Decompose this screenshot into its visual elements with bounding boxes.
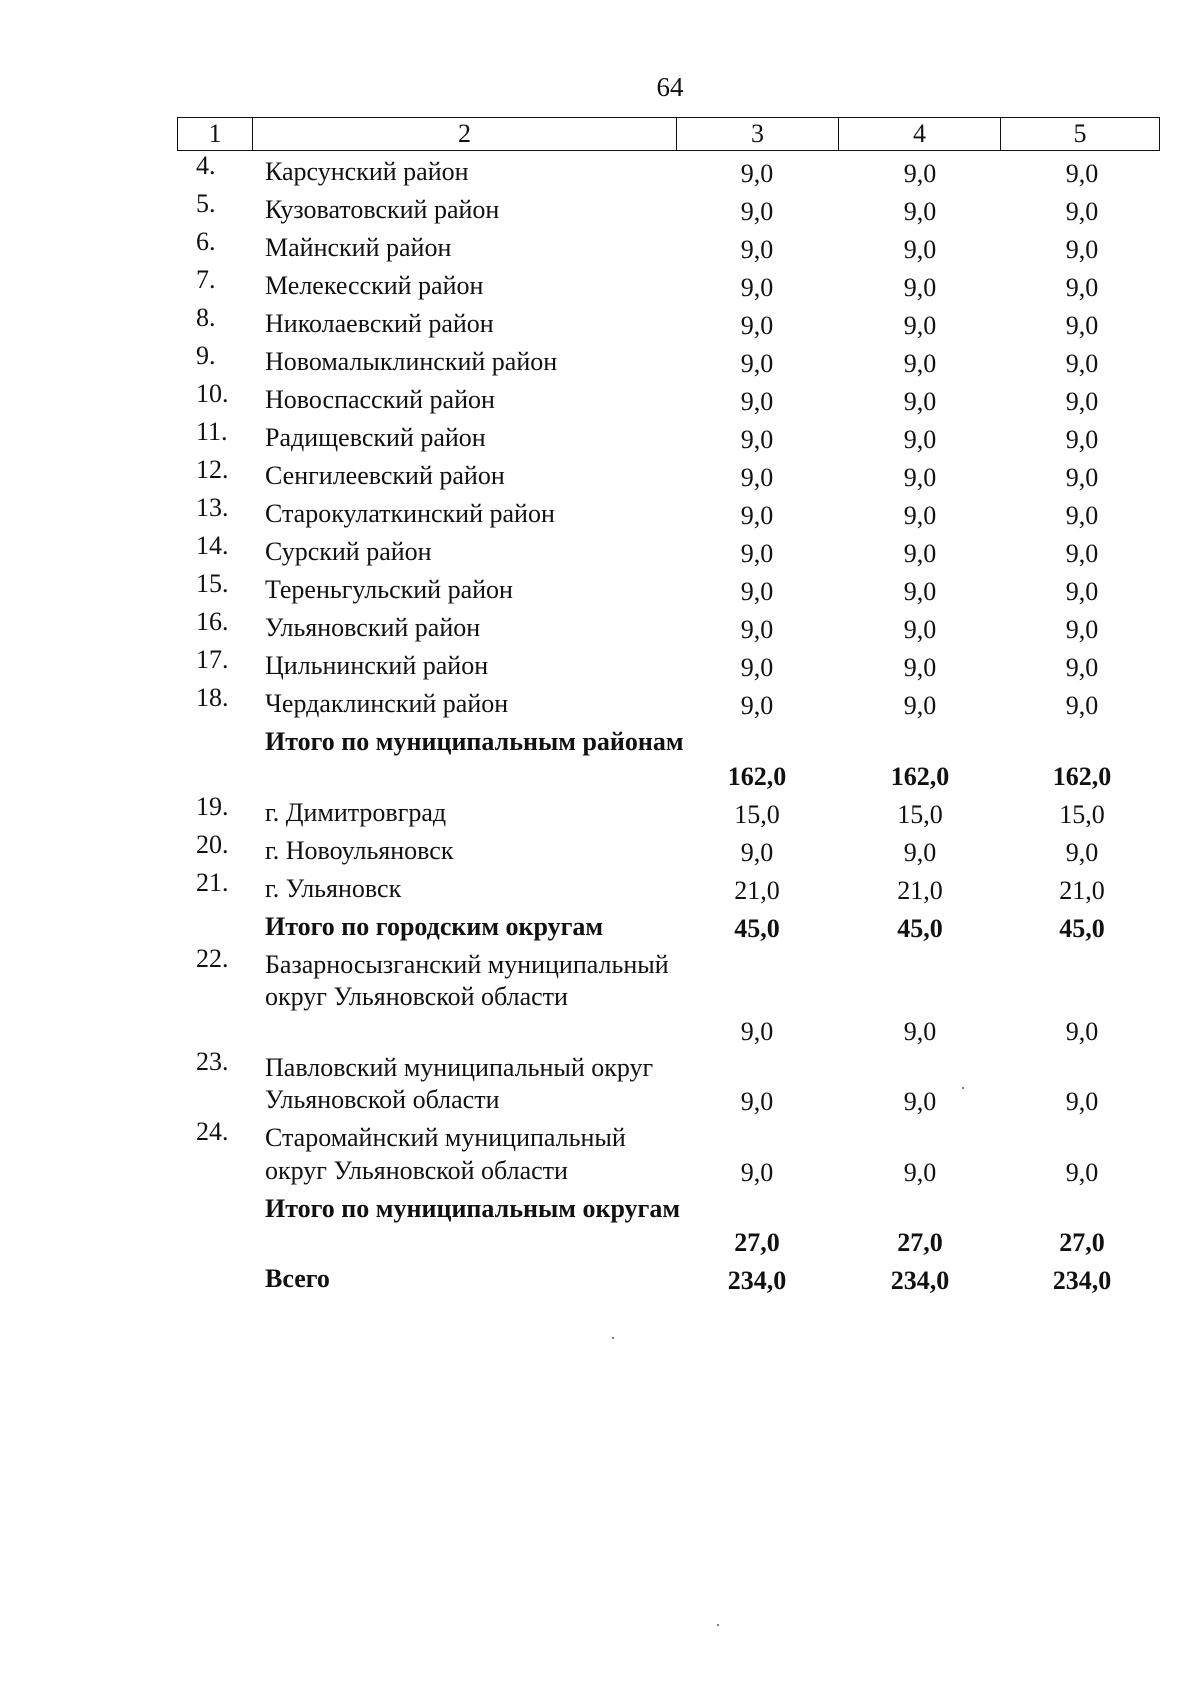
table-row <box>0 341 1200 384</box>
row-number: 13. <box>196 493 229 522</box>
table-row <box>0 265 1200 308</box>
row-value-5: 9,0 <box>1065 1157 1099 1187</box>
row-name: Николаевский район <box>265 309 494 338</box>
row-value-4: 45,0 <box>897 913 943 943</box>
row-value-3: 45,0 <box>734 913 780 943</box>
row-name: Майнский район <box>265 233 452 262</box>
row-value-3: 9,0 <box>740 615 774 644</box>
row-value-5: 9,0 <box>1065 463 1099 492</box>
row-value-4: 9,0 <box>903 539 937 568</box>
row-value-5: 9,0 <box>1065 615 1099 644</box>
row-value-3: 9,0 <box>740 463 774 492</box>
row-name: Цильнинский район <box>265 651 489 680</box>
row-value-3: 21,0 <box>734 875 780 905</box>
row-name: Мелекесский район <box>265 271 484 300</box>
row-number: 21. <box>196 867 229 897</box>
table-row <box>0 189 1200 232</box>
row-name: Итого по муниципальным районам <box>265 727 684 756</box>
row-value-3: 9,0 <box>740 653 774 682</box>
row-value-4: 9,0 <box>903 387 937 416</box>
row-value-3: 162,0 <box>727 761 787 791</box>
table-row <box>0 867 1200 911</box>
table-row <box>0 1046 1200 1123</box>
row-value-5: 9,0 <box>1065 1016 1099 1046</box>
row-name: Сурский район <box>265 537 432 566</box>
row-name: Итого по городским округам <box>265 911 604 941</box>
table-row <box>0 493 1200 536</box>
total-row <box>0 726 1200 797</box>
table-row <box>0 531 1200 574</box>
row-value-3: 9,0 <box>740 311 774 340</box>
table-row <box>0 569 1200 612</box>
scan-speck <box>612 1337 614 1339</box>
row-value-3: 27,0 <box>734 1228 780 1257</box>
row-value-3: 9,0 <box>740 273 774 302</box>
row-value-5: 9,0 <box>1065 1087 1099 1116</box>
row-value-5: 15,0 <box>1059 799 1105 829</box>
row-value-4: 9,0 <box>903 159 937 188</box>
row-value-5: 162,0 <box>1052 761 1112 791</box>
header-col-4: 4 <box>839 118 1001 150</box>
row-value-3: 9,0 <box>740 159 774 188</box>
row-value-4: 9,0 <box>903 501 937 530</box>
header-col-1: 1 <box>178 118 253 150</box>
row-value-4: 9,0 <box>903 425 937 454</box>
row-value-4: 9,0 <box>903 837 937 867</box>
row-number: 20. <box>196 829 229 859</box>
row-value-3: 9,0 <box>740 387 774 416</box>
row-name: Новоспасский район <box>265 385 495 414</box>
row-value-5: 21,0 <box>1059 875 1105 905</box>
row-value-3: 9,0 <box>740 837 774 867</box>
row-name: Кузоватовский район <box>265 195 500 224</box>
row-number: 17. <box>196 645 229 674</box>
row-value-5: 234,0 <box>1052 1266 1112 1295</box>
row-value-5: 9,0 <box>1065 653 1099 682</box>
row-value-4: 9,0 <box>903 1087 937 1116</box>
total-row <box>0 1263 1200 1301</box>
row-number: 16. <box>196 607 229 636</box>
row-value-4: 234,0 <box>890 1266 950 1295</box>
table-row <box>0 151 1200 194</box>
page-number: 64 <box>656 72 684 102</box>
row-number: 10. <box>196 379 229 408</box>
row-number: 8. <box>196 303 216 332</box>
row-value-4: 9,0 <box>903 1157 937 1187</box>
row-value-3: 9,0 <box>740 1157 774 1187</box>
table-row <box>0 645 1200 688</box>
row-number: 18. <box>196 683 229 712</box>
row-name: Радищевский район <box>265 423 486 452</box>
table-row <box>0 607 1200 650</box>
row-value-5: 45,0 <box>1059 913 1105 943</box>
row-value-4: 9,0 <box>903 273 937 302</box>
row-name: Тереньгульский район <box>265 575 513 604</box>
row-value-3: 9,0 <box>740 1087 774 1116</box>
total-row <box>0 911 1200 949</box>
row-number: 19. <box>196 791 229 821</box>
table-row <box>0 417 1200 460</box>
row-name: Итого по муниципальным округам <box>265 1193 681 1223</box>
row-value-3: 9,0 <box>740 691 774 720</box>
row-number: 4. <box>196 151 216 180</box>
row-value-5: 9,0 <box>1065 837 1099 867</box>
row-number: 22. <box>196 943 229 973</box>
row-name: Павловский муниципальный округ Ульяновской области <box>265 1052 654 1114</box>
row-name: Старокулаткинский район <box>265 499 555 528</box>
table-row <box>0 227 1200 270</box>
row-name: г. Димитровград <box>265 797 447 827</box>
table-row <box>0 791 1200 835</box>
row-number: 24. <box>196 1117 229 1146</box>
row-value-4: 9,0 <box>903 235 937 264</box>
row-value-5: 9,0 <box>1065 501 1099 530</box>
row-name: Ульяновский район <box>265 613 481 642</box>
row-number: 12. <box>196 455 229 484</box>
row-value-3: 9,0 <box>740 1016 774 1046</box>
row-value-4: 9,0 <box>903 615 937 644</box>
row-number: 11. <box>196 417 228 446</box>
row-value-5: 27,0 <box>1059 1228 1105 1257</box>
row-value-4: 9,0 <box>903 463 937 492</box>
table-row <box>0 683 1200 726</box>
row-number: 15. <box>196 569 229 598</box>
row-value-4: 27,0 <box>897 1228 943 1257</box>
row-value-5: 9,0 <box>1065 159 1099 188</box>
row-value-3: 9,0 <box>740 425 774 454</box>
row-value-5: 9,0 <box>1065 387 1099 416</box>
row-value-5: 9,0 <box>1065 311 1099 340</box>
row-number: 6. <box>196 227 216 256</box>
row-value-3: 9,0 <box>740 197 774 226</box>
row-name: Базарносызганский муниципальный округ Ульяновской области <box>265 949 669 1011</box>
row-value-5: 9,0 <box>1065 425 1099 454</box>
row-name: Старомайнский муниципальный округ Ульяновской области <box>265 1123 626 1185</box>
total-row <box>0 1193 1200 1264</box>
row-value-5: 9,0 <box>1065 273 1099 302</box>
row-value-4: 9,0 <box>903 311 937 340</box>
row-name: Всего <box>265 1264 330 1293</box>
row-name: г. Новоульяновск <box>265 835 454 865</box>
row-value-4: 15,0 <box>897 799 943 829</box>
row-value-4: 9,0 <box>903 197 937 226</box>
table-row <box>0 1117 1200 1193</box>
row-value-3: 234,0 <box>727 1266 787 1295</box>
header-col-3: 3 <box>677 118 839 150</box>
row-number: 5. <box>196 189 216 218</box>
row-name: Чердаклинский район <box>265 689 509 718</box>
row-value-4: 21,0 <box>897 875 943 905</box>
row-value-4: 9,0 <box>903 653 937 682</box>
row-value-5: 9,0 <box>1065 691 1099 720</box>
row-name: Карсунский район <box>265 157 469 186</box>
row-value-5: 9,0 <box>1065 235 1099 264</box>
row-value-3: 15,0 <box>734 799 780 829</box>
scan-speck <box>717 1624 719 1626</box>
row-number: 9. <box>196 341 216 370</box>
row-name: г. Ульяновск <box>265 873 402 903</box>
row-value-5: 9,0 <box>1065 577 1099 606</box>
row-number: 7. <box>196 265 216 294</box>
table-row <box>0 303 1200 346</box>
table-header <box>177 117 1160 151</box>
row-value-4: 9,0 <box>903 577 937 606</box>
row-value-5: 9,0 <box>1065 349 1099 378</box>
row-name: Сенгилеевский район <box>265 461 505 490</box>
row-value-4: 9,0 <box>903 691 937 720</box>
row-value-3: 9,0 <box>740 349 774 378</box>
row-value-3: 9,0 <box>740 501 774 530</box>
row-value-3: 9,0 <box>740 577 774 606</box>
row-value-5: 9,0 <box>1065 197 1099 226</box>
row-number: 23. <box>196 1046 229 1076</box>
row-value-5: 9,0 <box>1065 539 1099 568</box>
row-value-3: 9,0 <box>740 235 774 264</box>
row-value-4: 162,0 <box>890 761 950 791</box>
row-value-3: 9,0 <box>740 539 774 568</box>
row-name: Новомалыклинский район <box>265 347 558 376</box>
table-row <box>0 943 1200 1052</box>
header-col-2: 2 <box>253 118 677 150</box>
header-col-5: 5 <box>1073 119 1087 148</box>
table-row <box>0 379 1200 422</box>
scan-speck <box>962 1087 964 1089</box>
row-number: 14. <box>196 531 229 560</box>
table-row <box>0 455 1200 498</box>
row-value-4: 9,0 <box>903 1016 937 1046</box>
row-value-4: 9,0 <box>903 349 937 378</box>
table-row <box>0 829 1200 873</box>
